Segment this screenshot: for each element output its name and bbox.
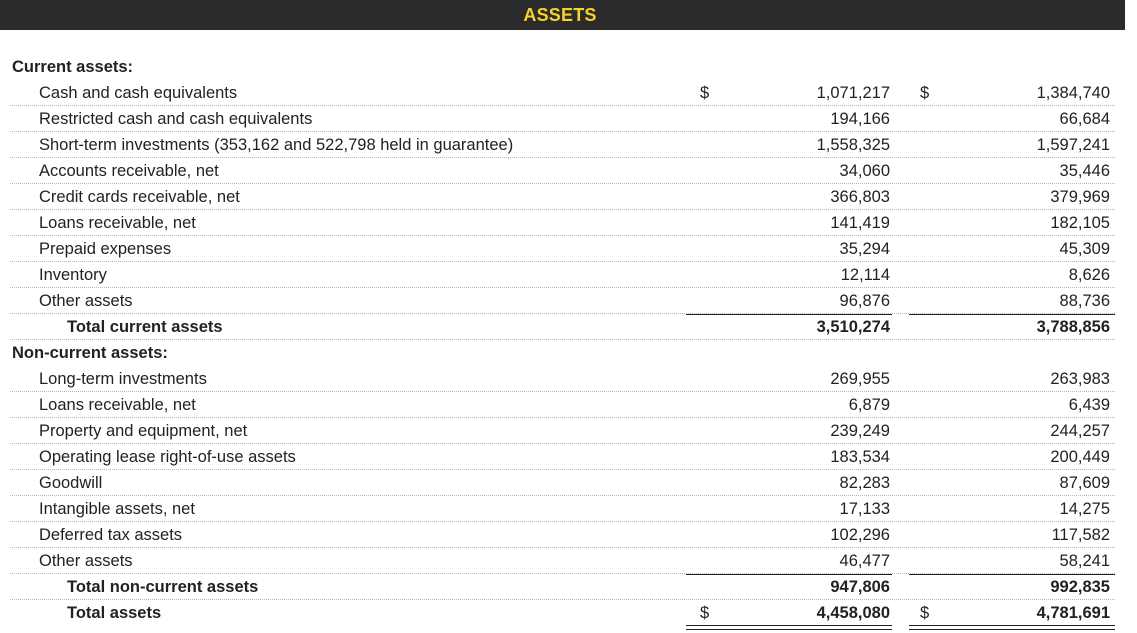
section-heading-non-current-assets	[10, 340, 1115, 366]
row-label: Restricted cash and cash equivalents	[39, 110, 313, 128]
table-row	[10, 444, 1115, 470]
row-label: Property and equipment, net	[39, 422, 248, 440]
value-col1: 96,876	[839, 292, 890, 310]
row-label: Long-term investments	[39, 370, 207, 388]
table-row	[10, 132, 1115, 158]
value-col1: 35,294	[839, 240, 890, 258]
value-col1: 269,955	[830, 370, 890, 388]
value-col1: 12,114	[840, 266, 890, 284]
value-col2: 87,609	[1059, 474, 1110, 492]
value-col1: 6,879	[848, 396, 890, 414]
row-label: Intangible assets, net	[39, 500, 195, 518]
value-col2: 45,309	[1059, 240, 1110, 258]
currency-symbol: $	[700, 604, 710, 622]
value-col1: 1,558,325	[816, 136, 890, 154]
row-label: Deferred tax assets	[39, 526, 183, 544]
row-label: Cash and cash equivalents	[39, 84, 238, 102]
value-col2: 117,582	[1051, 526, 1110, 544]
table-row	[10, 210, 1115, 236]
table-row	[10, 288, 1115, 314]
table-row	[10, 366, 1115, 392]
total-value-col2: 4,781,691	[1036, 604, 1110, 622]
value-col2: 58,241	[1059, 552, 1110, 570]
total-value-col2: 992,835	[1050, 578, 1110, 596]
value-col1: 34,060	[839, 162, 890, 180]
value-col1: 17,133	[839, 500, 890, 518]
table-row	[10, 470, 1115, 496]
value-col2: 379,969	[1050, 188, 1110, 206]
value-col2: 263,983	[1050, 370, 1110, 388]
section-label: Non-current assets:	[12, 344, 168, 362]
currency-symbol: $	[920, 604, 930, 622]
table-row	[10, 184, 1115, 210]
table-row	[10, 106, 1115, 132]
total-value-col1: 4,458,080	[816, 604, 890, 622]
value-col2: 244,257	[1050, 422, 1110, 440]
page-title: ASSETS	[523, 5, 597, 25]
row-label: Operating lease right-of-use assets	[39, 448, 296, 466]
currency-symbol: $	[700, 84, 710, 102]
value-col1: 239,249	[830, 422, 890, 440]
total-row-assets	[10, 600, 1115, 626]
value-col2: 14,275	[1059, 500, 1110, 518]
table-row	[10, 80, 1115, 106]
value-col2: 35,446	[1059, 162, 1110, 180]
value-col2: 88,736	[1059, 292, 1110, 310]
value-col1: 366,803	[830, 188, 890, 206]
table-row	[10, 392, 1115, 418]
balance-sheet-table	[10, 54, 1115, 626]
table-row	[10, 548, 1115, 574]
row-label: Loans receivable, net	[39, 396, 196, 414]
row-label: Prepaid expenses	[39, 240, 172, 258]
total-row-non-current-assets	[10, 574, 1115, 600]
value-col1: 1,071,217	[816, 84, 890, 102]
value-col1: 183,534	[830, 448, 890, 466]
row-label: Accounts receivable, net	[39, 162, 219, 180]
value-col2: 6,439	[1068, 396, 1110, 414]
row-label: Short-term investments (353,162 and 522,798 held in guarantee)	[39, 136, 514, 154]
value-col2: 1,597,241	[1036, 136, 1110, 154]
row-label: Loans receivable, net	[39, 214, 196, 232]
total-value-col1: 3,510,274	[816, 318, 890, 336]
table-row	[10, 158, 1115, 184]
section-label: Current assets:	[12, 58, 134, 76]
total-value-col1: 947,806	[830, 578, 890, 596]
value-col2: 200,449	[1050, 448, 1110, 466]
grand-total-double-rule	[909, 625, 1115, 630]
total-label: Total current assets	[67, 318, 223, 336]
section-heading-current-assets	[10, 54, 1115, 80]
value-col2: 182,105	[1050, 214, 1110, 232]
total-label: Total non-current assets	[67, 578, 259, 596]
currency-symbol: $	[920, 84, 930, 102]
value-col1: 141,419	[830, 214, 890, 232]
row-label: Other assets	[39, 552, 133, 570]
table-row	[10, 262, 1115, 288]
row-label: Other assets	[39, 292, 133, 310]
table-row	[10, 522, 1115, 548]
total-value-col2: 3,788,856	[1036, 318, 1110, 336]
value-col2: 8,626	[1068, 266, 1110, 284]
row-label: Goodwill	[39, 474, 103, 492]
row-label: Inventory	[39, 266, 107, 284]
row-label: Credit cards receivable, net	[39, 188, 240, 206]
grand-total-double-rule	[686, 625, 892, 630]
value-col1: 46,477	[839, 552, 890, 570]
table-row	[10, 496, 1115, 522]
table-row	[10, 236, 1115, 262]
value-col1: 194,166	[830, 110, 890, 128]
value-col1: 102,296	[830, 526, 890, 544]
value-col2: 66,684	[1059, 110, 1110, 128]
table-row	[10, 418, 1115, 444]
value-col1: 82,283	[839, 474, 890, 492]
total-row-current-assets	[10, 314, 1115, 340]
total-label: Total assets	[67, 604, 162, 622]
value-col2: 1,384,740	[1036, 84, 1110, 102]
